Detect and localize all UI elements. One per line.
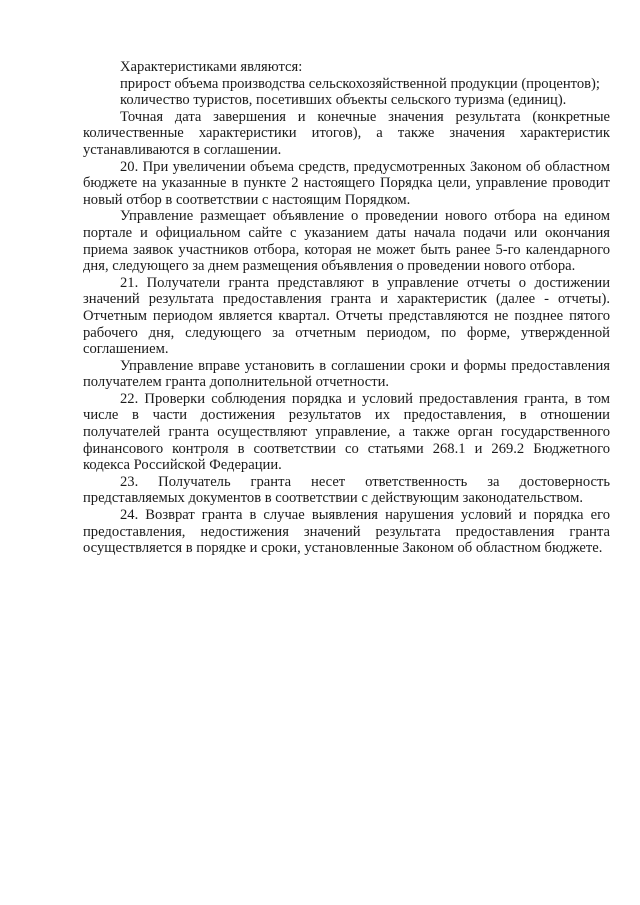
paragraph-item-24: 24. Возврат гранта в случае выявления нарушения условий и порядка его предоставления, недостижения значений результата предоставления гранта осуществляется в порядке и сроки, установленные Законом об областном бюджете. bbox=[83, 507, 610, 557]
paragraph-additional-reporting: Управление вправе установить в соглашении сроки и формы предоставления получателем гранта дополнительной отчетности. bbox=[83, 357, 610, 391]
paragraph-result-date: Точная дата завершения и конечные значения результата (конкретные количественные характеристики итогов), а также значения характеристик устанавливаются в соглашении. bbox=[83, 108, 610, 158]
document-body bbox=[83, 59, 610, 557]
paragraph-characteristics-intro: Характеристиками являются: bbox=[120, 59, 303, 75]
paragraph-new-selection-announcement: Управление размещает объявление о проведении нового отбора на едином портале и официальном сайте с указанием даты начала подачи или окончания приема заявок участников отбора, которая не может быть ранее 5-го календарного дня, следующего за днем размещения объявления о проведении нового отбора. bbox=[83, 208, 610, 275]
paragraph-item-23: 23. Получатель гранта несет ответственность за достоверность представляемых документов в соответствии с действующим законодательством. bbox=[83, 473, 610, 507]
paragraph-production-growth: прирост объема производства сельскохозяйственной продукции (процентов); bbox=[120, 75, 600, 92]
paragraph-item-20: 20. При увеличении объема средств, предусмотренных Законом об областном бюджете на указанные в пункте 2 настоящего Порядка цели, управление проводит новый отбор в соответствии с настоящим Порядком. bbox=[83, 158, 610, 208]
paragraph-item-21: 21. Получатели гранта представляют в управление отчеты о достижении значений результата предоставления гранта и характеристик (далее - отчеты). Отчетным периодом является квартал. Отчеты представляются не позднее пятого рабочего дня, следующего за отчетным периодом, по форме, утвержденной соглашением. bbox=[83, 274, 610, 358]
paragraph-item-22: 22. Проверки соблюдения порядка и условий предоставления гранта, в том числе в части достижения результатов их предоставления, в отношении получателей гранта осуществляют управление, а также орган государственного финансового контроля в соответствии со статьями 268.1 и 269.2 Бюджетного кодекса Российской Федерации. bbox=[83, 390, 610, 474]
paragraph-tourist-count: количество туристов, посетивших объекты сельского туризма (единиц). bbox=[120, 92, 567, 109]
